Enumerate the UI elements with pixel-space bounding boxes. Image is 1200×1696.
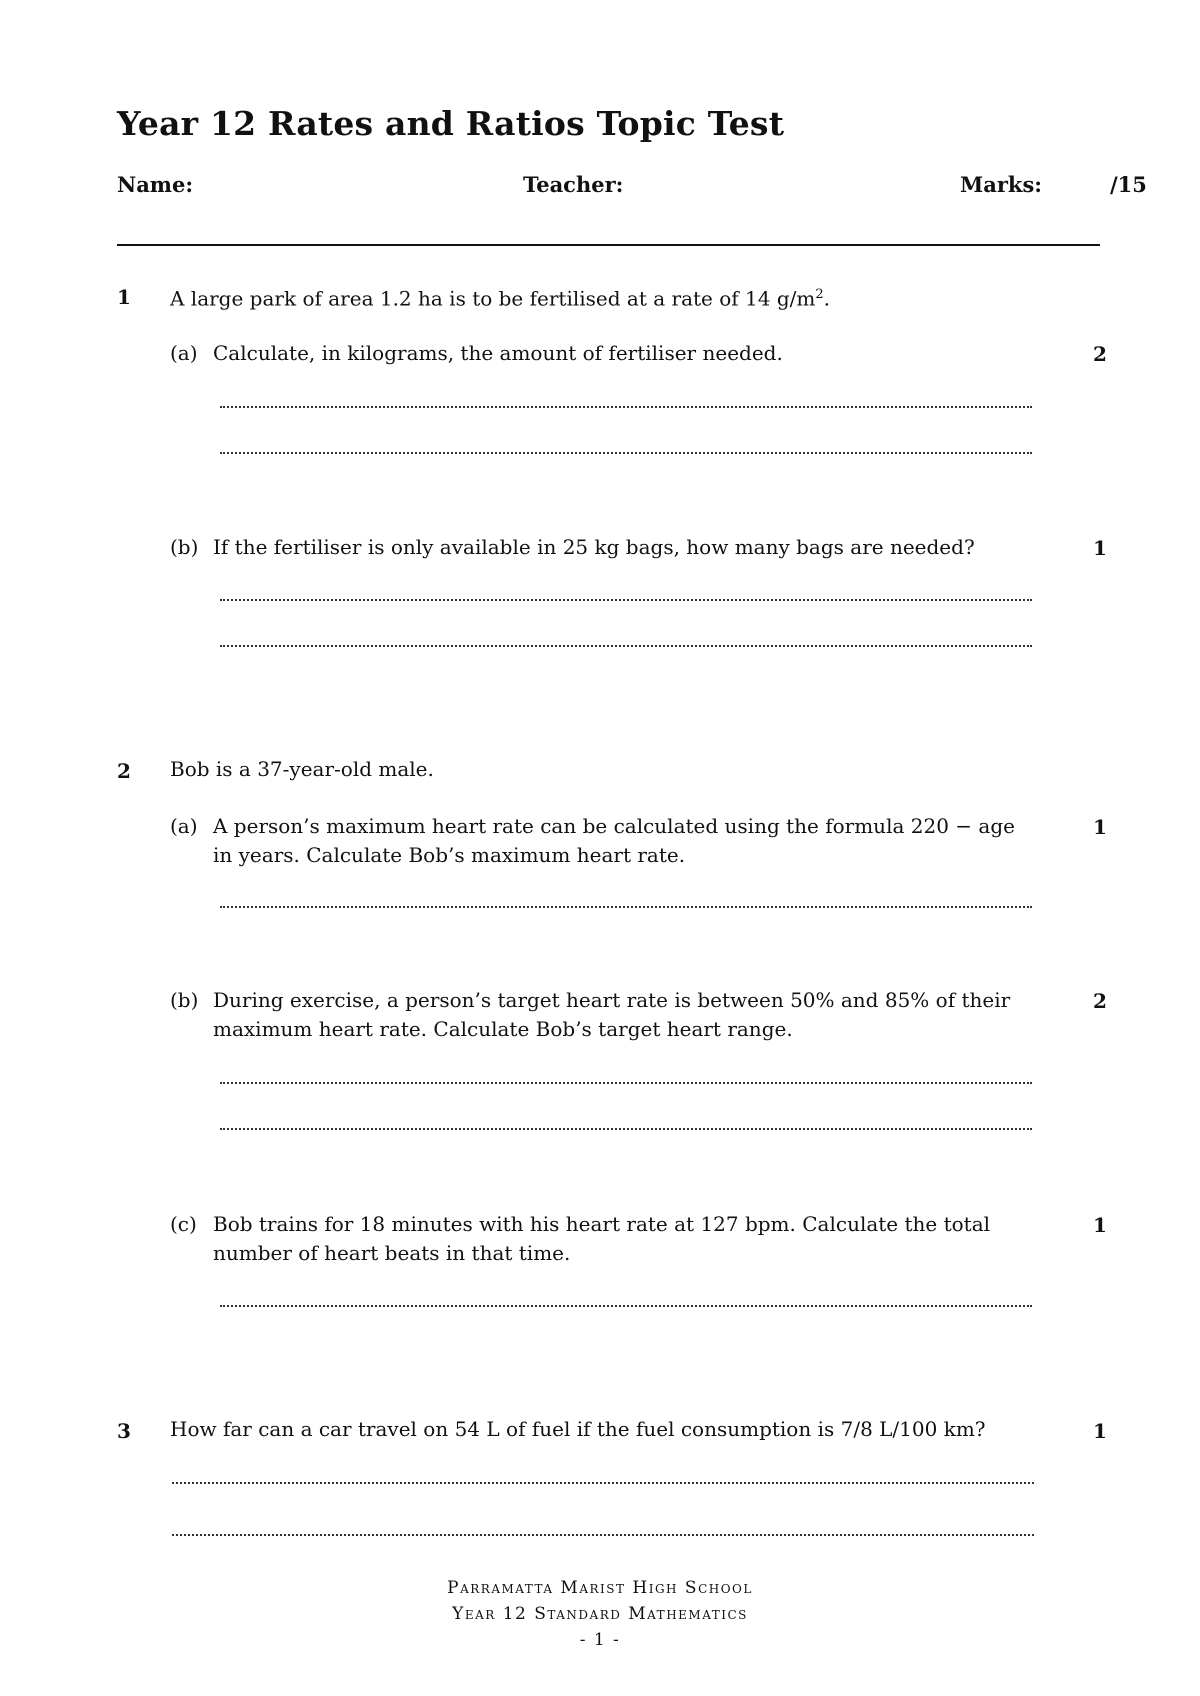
question-1b-text: If the fertiliser is only available in 25 kg bags, how many bags are needed? bbox=[213, 535, 975, 559]
question-1-stem: A large park of area 1.2 ha is to be fertilised at a rate of 14 $g/m^2$. bbox=[170, 286, 830, 311]
question-2a-mark: 1 bbox=[1093, 815, 1107, 839]
answer-line bbox=[172, 1534, 1034, 1536]
question-3-stem: How far can a car travel on 54 L of fuel if the fuel consumption is 7/8 L/100 km? bbox=[170, 1417, 986, 1441]
question-3-mark: 1 bbox=[1093, 1419, 1107, 1443]
page-title: Year 12 Rates and Ratios Topic Test bbox=[117, 104, 785, 143]
question-3-number: 3 bbox=[117, 1419, 131, 1443]
question-2c-line-2: number of heart beats in that time. bbox=[213, 1241, 571, 1265]
answer-line bbox=[172, 1482, 1034, 1484]
question-2c-label: (c) bbox=[170, 1212, 197, 1236]
answer-line bbox=[220, 452, 1032, 454]
question-2b-line-2: maximum heart rate. Calculate Bob’s target heart range. bbox=[213, 1017, 793, 1041]
footer-course: Year 12 Standard Mathematics bbox=[452, 1604, 748, 1624]
answer-line bbox=[220, 906, 1032, 908]
answer-line bbox=[220, 406, 1032, 408]
question-1-number: 1 bbox=[117, 285, 131, 309]
question-1b-mark: 1 bbox=[1093, 536, 1107, 560]
question-1a-text: Calculate, in kilograms, the amount of fertiliser needed. bbox=[213, 341, 783, 365]
question-2c-mark: 1 bbox=[1093, 1213, 1107, 1237]
question-2b-mark: 2 bbox=[1093, 989, 1107, 1013]
header-divider bbox=[117, 244, 1100, 246]
name-label: Name: bbox=[117, 172, 194, 197]
teacher-label: Teacher: bbox=[523, 172, 624, 197]
answer-line bbox=[220, 1128, 1032, 1130]
question-2a-line-1: A person’s maximum heart rate can be calculated using the formula 220 − age bbox=[213, 814, 1015, 838]
question-2b-line-1: During exercise, a person’s target heart rate is between 50% and 85% of their bbox=[213, 988, 1011, 1012]
question-2c-line-1: Bob trains for 18 minutes with his heart rate at 127 bpm. Calculate the total bbox=[213, 1212, 991, 1236]
question-2a-line-2: in years. Calculate Bob’s maximum heart rate. bbox=[213, 843, 686, 867]
question-2b-label: (b) bbox=[170, 988, 199, 1012]
marks-total: /15 bbox=[1110, 172, 1147, 197]
answer-line bbox=[220, 599, 1032, 601]
answer-line bbox=[220, 1082, 1032, 1084]
footer-school: Parramatta Marist High School bbox=[447, 1578, 753, 1598]
footer-page-number: - 1 - bbox=[579, 1630, 621, 1650]
answer-line bbox=[220, 1305, 1032, 1307]
question-1a-mark: 2 bbox=[1093, 342, 1107, 366]
question-1a-label: (a) bbox=[170, 341, 198, 365]
question-2-number: 2 bbox=[117, 759, 131, 783]
marks-label: Marks: bbox=[960, 172, 1043, 197]
question-2a-label: (a) bbox=[170, 814, 198, 838]
question-1b-label: (b) bbox=[170, 535, 199, 559]
answer-line bbox=[220, 645, 1032, 647]
question-2-stem: Bob is a 37-year-old male. bbox=[170, 757, 434, 781]
